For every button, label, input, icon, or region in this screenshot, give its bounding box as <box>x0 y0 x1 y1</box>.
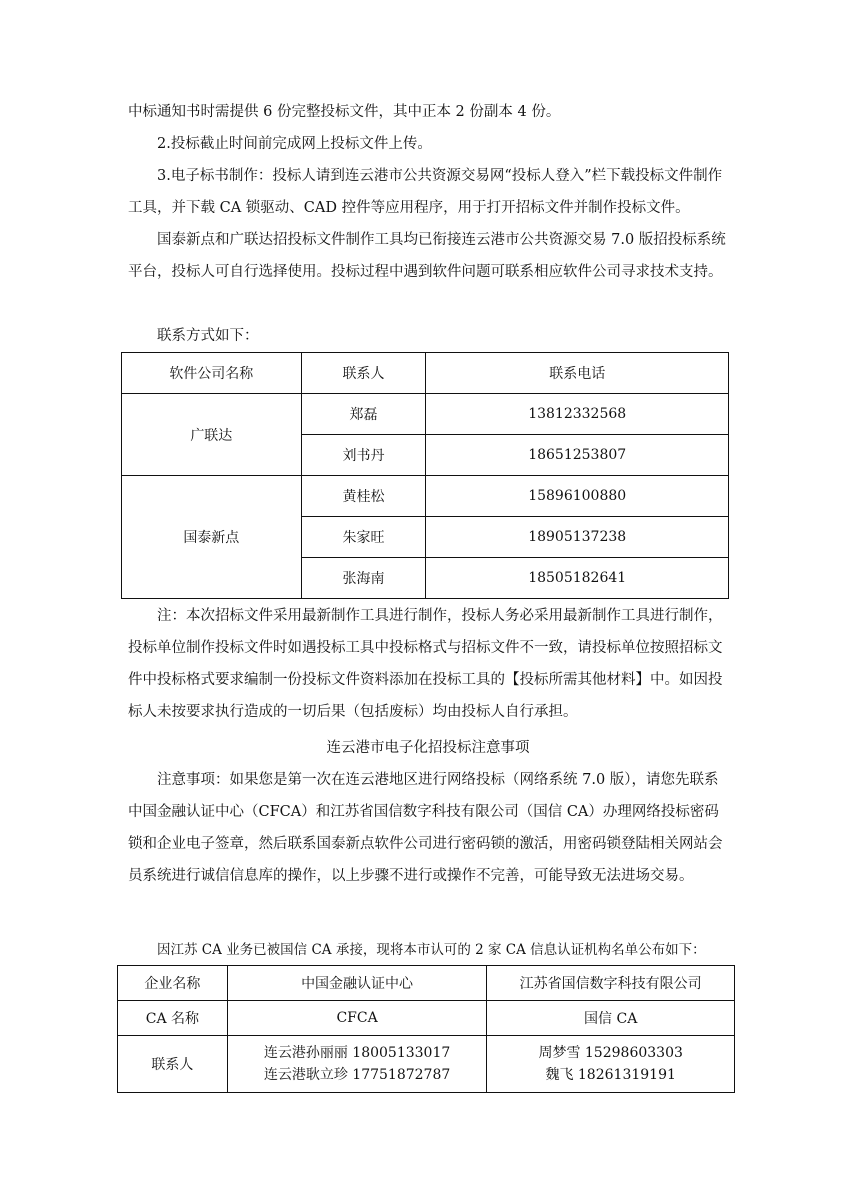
paragraph-2: 2.投标截止时间前完成网上投标文件上传。 <box>157 136 432 152</box>
contact-intro: 联系方式如下： <box>157 328 259 344</box>
contact-person: 黄桂松 <box>301 476 426 517</box>
company-name: 国泰新点 <box>122 476 302 599</box>
contact-phone: 15896100880 <box>426 476 729 517</box>
table-row <box>122 394 729 435</box>
paragraph-3: 3.电子标书制作：投标人请到连云港市公共资源交易网“投标人登入”栏下载投标文件制作工具，并下载 CA 锁驱动、CAD 控件等应用程序，用于打开招标文件并制作投标文件。 <box>128 168 723 216</box>
ca-contact: 魏飞 18261319191 <box>545 1067 676 1083</box>
contact-person: 张海南 <box>301 558 426 599</box>
row-label: 企业名称 <box>118 966 228 1001</box>
org-name: 中国金融认证中心 <box>227 966 487 1001</box>
header-cell: 联系电话 <box>426 353 729 394</box>
ca-contacts <box>487 1036 735 1093</box>
ca-institution-table <box>117 965 735 1093</box>
ca-contact: 连云港孙丽丽 18005133017 <box>263 1045 451 1061</box>
paragraph-4: 国泰新点和广联达招投标文件制作工具均已衔接连云港市公共资源交易 7.0 版招投标系统平台，投标人可自行选择使用。投标过程中遇到软件问题可联系相应软件公司寻求技术支持。 <box>128 232 726 280</box>
ca-contacts <box>227 1036 487 1093</box>
ca-contact: 周梦雪 15298603303 <box>538 1045 683 1061</box>
contact-phone: 18651253807 <box>426 435 729 476</box>
contact-phone: 18505182641 <box>426 558 729 599</box>
row-label: CA 名称 <box>118 1001 228 1036</box>
software-contact-table <box>121 352 729 599</box>
table-row <box>118 1036 735 1093</box>
note-paragraph: 注：本次招标文件采用最新制作工具进行制作，投标人务必采用最新制作工具进行制作，投标单位制作投标文件时如遇投标工具中投标格式与招标文件不一致，请投标单位按照招标文件中投标格式要求编制一份投标文件资料添加在投标工具的【投标所需其他材料】中。如因投标人未按要求执行造成的一切后果（包括废标）均由投标人自行承担。 <box>128 608 723 720</box>
ca-name: 国信 CA <box>487 1001 735 1036</box>
contact-person: 刘书丹 <box>301 435 426 476</box>
table-row <box>118 1001 735 1036</box>
ca-intro: 因江苏 CA 业务已被国信 CA 承接，现将本市认可的 2 家 CA 信息认证机构名单公布如下： <box>157 942 706 958</box>
table-row <box>122 476 729 517</box>
section-heading: 连云港市电子化招投标注意事项 <box>326 740 530 756</box>
company-name: 广联达 <box>122 394 302 476</box>
contact-person: 郑磊 <box>301 394 426 435</box>
table-header-row <box>122 353 729 394</box>
ca-contact: 连云港耿立珍 17751872787 <box>263 1067 451 1083</box>
contact-person: 朱家旺 <box>301 517 426 558</box>
row-label: 联系人 <box>118 1036 228 1093</box>
attention-paragraph: 注意事项：如果您是第一次在连云港地区进行网络投标（网络系统 7.0 版），请您先联系中国金融认证中心（CFCA）和江苏省国信数字科技有限公司（国信 CA）办理网络投标密码锁和企业电子签章，然后联系国泰新点软件公司进行密码锁的激活，用密码锁登陆相关网站会员系统进行诚信信息库的操作，以上步骤不进行或操作不完善，可能导致无法进场交易。 <box>128 772 723 884</box>
contact-phone: 18905137238 <box>426 517 729 558</box>
header-cell: 软件公司名称 <box>122 353 302 394</box>
contact-phone: 13812332568 <box>426 394 729 435</box>
table-row <box>118 966 735 1001</box>
ca-name: CFCA <box>227 1001 487 1036</box>
paragraph-1: 中标通知书时需提供 6 份完整投标文件，其中正本 2 份副本 4 份。 <box>128 104 561 120</box>
org-name: 江苏省国信数字科技有限公司 <box>487 966 735 1001</box>
header-cell: 联系人 <box>301 353 426 394</box>
